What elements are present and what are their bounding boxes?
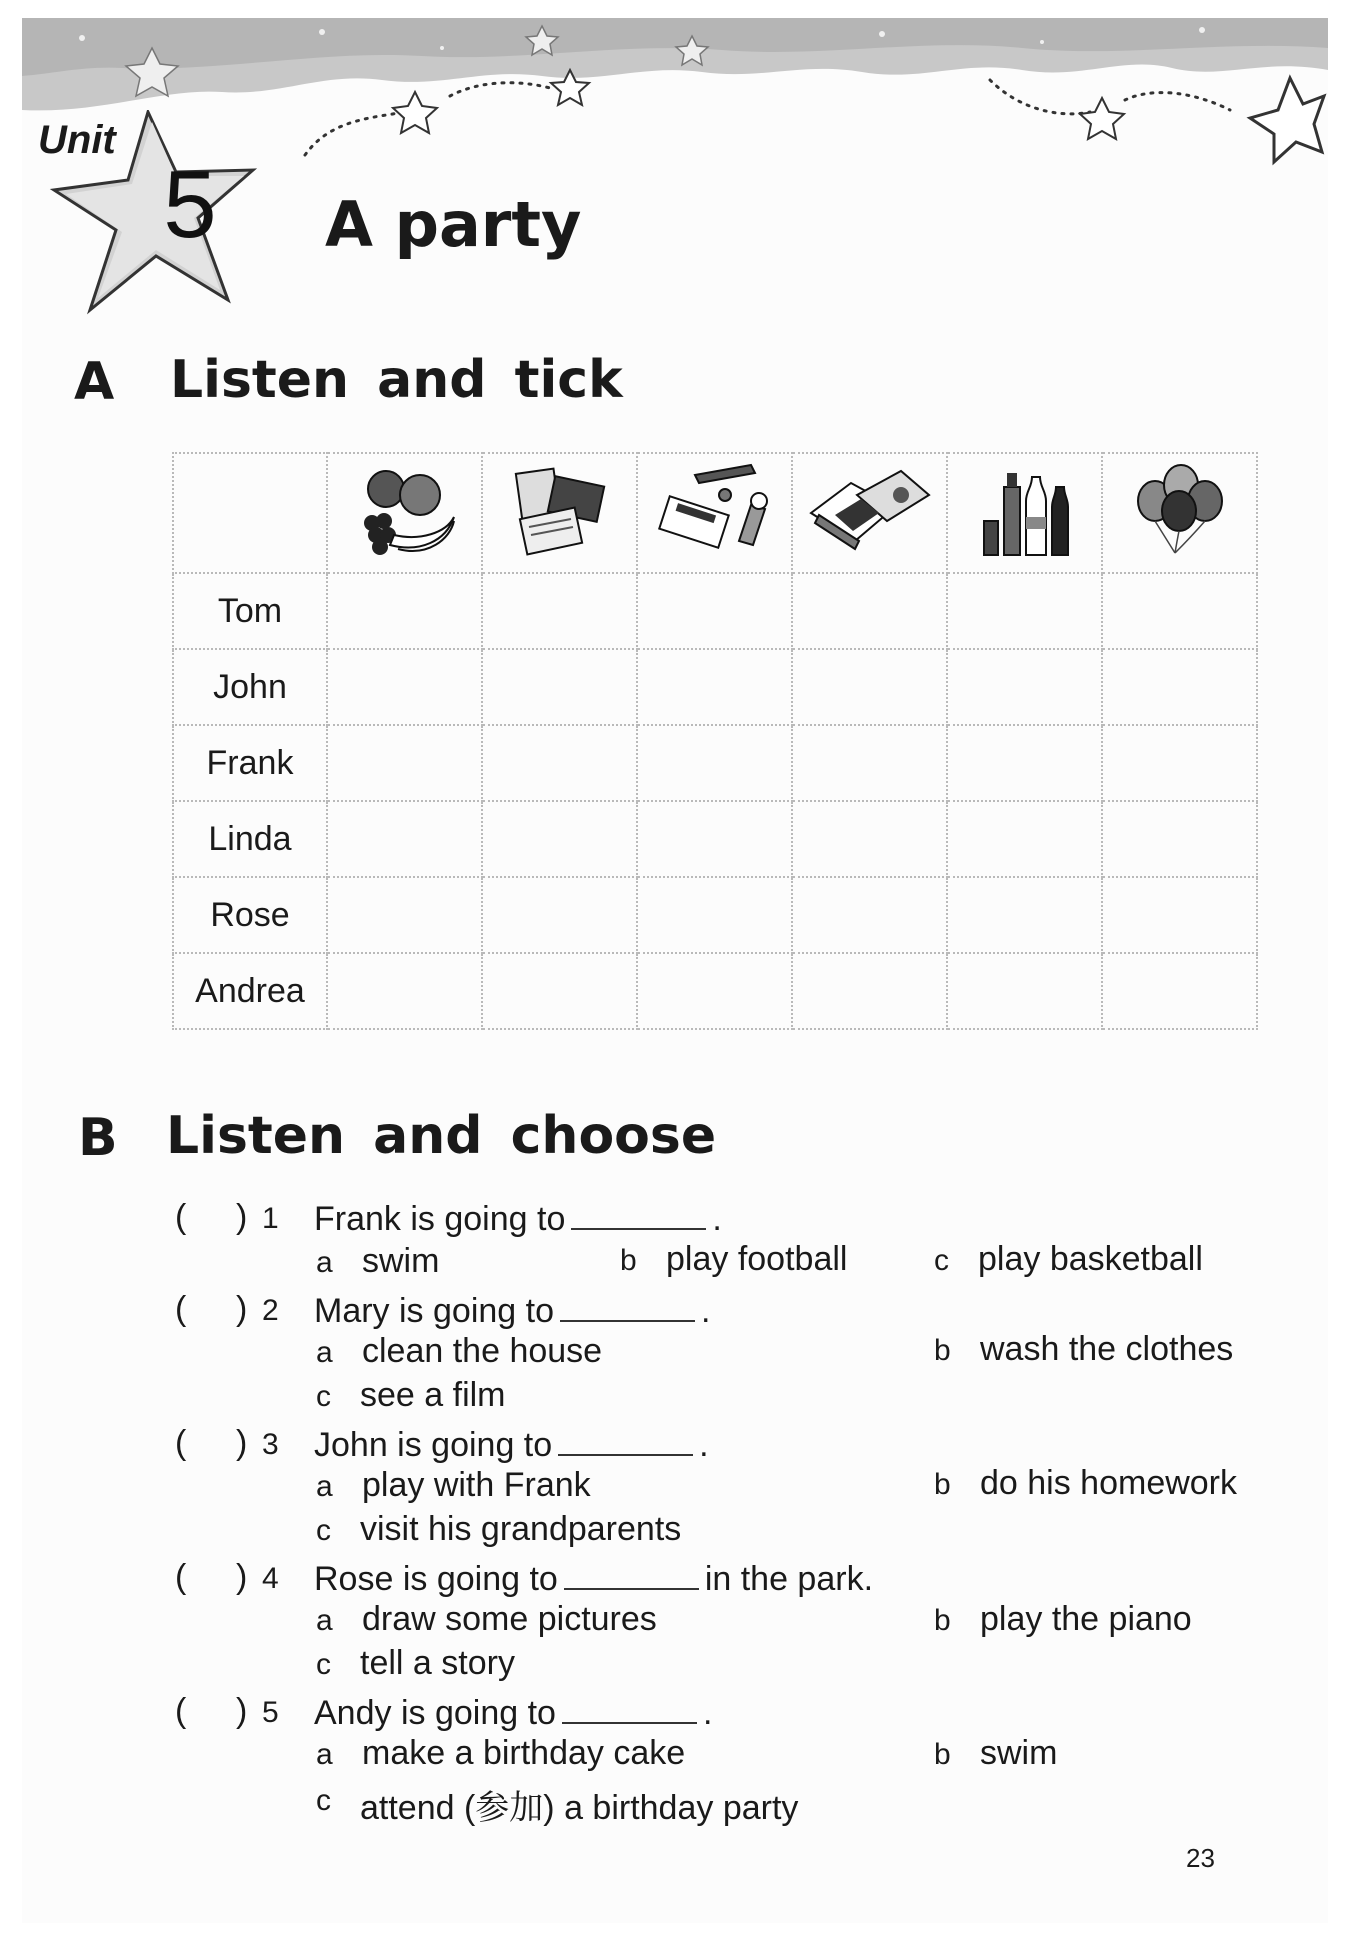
student-name: John [173,649,327,725]
picture-books-cell [792,453,947,573]
tick-cell[interactable] [792,725,947,801]
tick-cell[interactable] [947,649,1102,725]
tick-cell[interactable] [947,573,1102,649]
question-stem: Andy is going to [314,1694,556,1732]
answer-paren-open: ( [175,1198,187,1236]
answer-paren-close: ) [236,1290,248,1328]
balloons-cell [1102,453,1257,573]
tick-cell[interactable] [637,725,792,801]
question-end: . [699,1426,709,1464]
option-text: play with Frank [362,1466,591,1504]
question-stem: Mary is going to [314,1292,554,1330]
section-a-title: Listen and tick [170,350,623,410]
tick-cell[interactable] [637,801,792,877]
tick-cell[interactable] [327,877,482,953]
question-end: . [712,1200,722,1238]
option-text: attend (参加) a birthday party [360,1789,799,1827]
tick-cell[interactable] [947,801,1102,877]
tick-cell[interactable] [327,649,482,725]
tick-cell[interactable] [792,801,947,877]
option-text: tell a story [360,1644,515,1682]
option-text: make a birthday cake [362,1734,686,1772]
option-letter: b [934,1334,951,1367]
question-end: . [701,1292,711,1330]
question-number: 3 [262,1428,279,1461]
party-toys-icon [655,461,775,557]
option-letter: b [934,1604,951,1637]
tick-cell[interactable] [482,877,637,953]
answer-blank[interactable] [564,1558,699,1590]
option-letter: c [934,1244,949,1277]
tick-cell[interactable] [1102,877,1257,953]
party-toys-cell [637,453,792,573]
option-text: swim [362,1242,440,1280]
question-number: 4 [262,1562,279,1595]
answer-paren-open: ( [175,1558,187,1596]
option-letter: b [934,1468,951,1501]
student-name: Rose [173,877,327,953]
option-letter: a [316,1604,333,1637]
student-name: Andrea [173,953,327,1029]
answer-blank[interactable] [571,1198,706,1230]
tick-cell[interactable] [947,725,1102,801]
option-letter: a [316,1336,333,1369]
tick-cell[interactable] [792,573,947,649]
option-letter: c [316,1648,331,1681]
tick-cell[interactable] [482,649,637,725]
tick-grid [172,452,1258,1030]
name-row [173,953,1257,1029]
section-b-title: Listen and choose [166,1106,717,1166]
tick-cell[interactable] [792,953,947,1029]
drinks-icon [970,461,1080,557]
tick-cell[interactable] [327,953,482,1029]
option-letter: b [934,1738,951,1771]
fruit-icon [350,461,460,557]
picture-books-icon [805,461,935,557]
tick-cell[interactable] [792,877,947,953]
option-letter: b [620,1244,637,1277]
question-2 [314,1290,710,1331]
option-letter: a [316,1470,333,1503]
question-number: 5 [262,1696,279,1729]
option-text: draw some pictures [362,1600,657,1638]
question-stem: John is going to [314,1426,553,1464]
question-5 [314,1692,712,1733]
tick-cell[interactable] [792,649,947,725]
option-text: do his homework [980,1464,1238,1502]
question-3 [314,1424,709,1465]
question-number: 2 [262,1294,279,1327]
name-row [173,725,1257,801]
tick-cell[interactable] [637,573,792,649]
tick-cell[interactable] [637,953,792,1029]
drinks-cell [947,453,1102,573]
snacks-icon [505,461,615,557]
option-text: clean the house [362,1332,603,1370]
unit-number: 5 [163,151,217,258]
option-text: play basketball [978,1240,1203,1278]
answer-blank[interactable] [558,1424,693,1456]
snacks-cell [482,453,637,573]
tick-cell[interactable] [1102,725,1257,801]
balloons-icon [1125,461,1235,557]
answer-blank[interactable] [562,1692,697,1724]
tick-cell[interactable] [327,801,482,877]
option-letter: c [316,1380,331,1413]
tick-cell[interactable] [482,573,637,649]
tick-cell[interactable] [947,877,1102,953]
option-text: see a film [360,1376,506,1414]
tick-cell[interactable] [637,877,792,953]
question-end: in the park. [704,1560,874,1598]
option-text: swim [980,1734,1058,1772]
tick-cell[interactable] [1102,649,1257,725]
answer-paren-close: ) [236,1198,248,1236]
answer-paren-close: ) [236,1424,248,1462]
answer-blank[interactable] [560,1290,695,1322]
corner-cell [173,453,327,573]
answer-paren-close: ) [236,1558,248,1596]
tick-cell[interactable] [482,953,637,1029]
name-row [173,573,1257,649]
question-stem: Frank is going to [314,1200,566,1238]
answer-paren-open: ( [175,1424,187,1462]
option-letter: c [316,1514,331,1547]
question-4 [314,1558,873,1599]
question-stem: Rose is going to [314,1560,558,1598]
name-row [173,801,1257,877]
tick-cell[interactable] [1102,953,1257,1029]
unit-title: A party [325,188,582,261]
page-number: 23 [1186,1843,1215,1873]
option-letter: a [316,1246,333,1279]
answer-paren-open: ( [175,1692,187,1730]
picture-row [173,453,1257,573]
tick-cell[interactable] [327,573,482,649]
tick-cell[interactable] [482,725,637,801]
tick-cell[interactable] [327,725,482,801]
student-name: Tom [173,573,327,649]
section-a-letter: A [74,352,115,412]
answer-paren-open: ( [175,1290,187,1328]
option-text: play football [666,1240,848,1278]
tick-cell[interactable] [947,953,1102,1029]
student-name: Linda [173,801,327,877]
fruit-cell [327,453,482,573]
unit-label: Unit [38,118,116,162]
option-text: play the piano [980,1600,1192,1638]
option-letter: a [316,1738,333,1771]
option-text: wash the clothes [980,1330,1234,1368]
question-number: 1 [262,1202,279,1235]
tick-cell[interactable] [637,649,792,725]
name-row [173,649,1257,725]
option-letter: c [316,1784,331,1817]
question-1 [314,1198,722,1239]
section-b-letter: B [78,1108,118,1168]
tick-cell[interactable] [1102,801,1257,877]
answer-paren-close: ) [236,1692,248,1730]
tick-cell[interactable] [1102,573,1257,649]
option-text: visit his grandparents [360,1510,682,1548]
student-name: Frank [173,725,327,801]
name-row [173,877,1257,953]
tick-cell[interactable] [482,801,637,877]
question-end: . [702,1694,713,1732]
